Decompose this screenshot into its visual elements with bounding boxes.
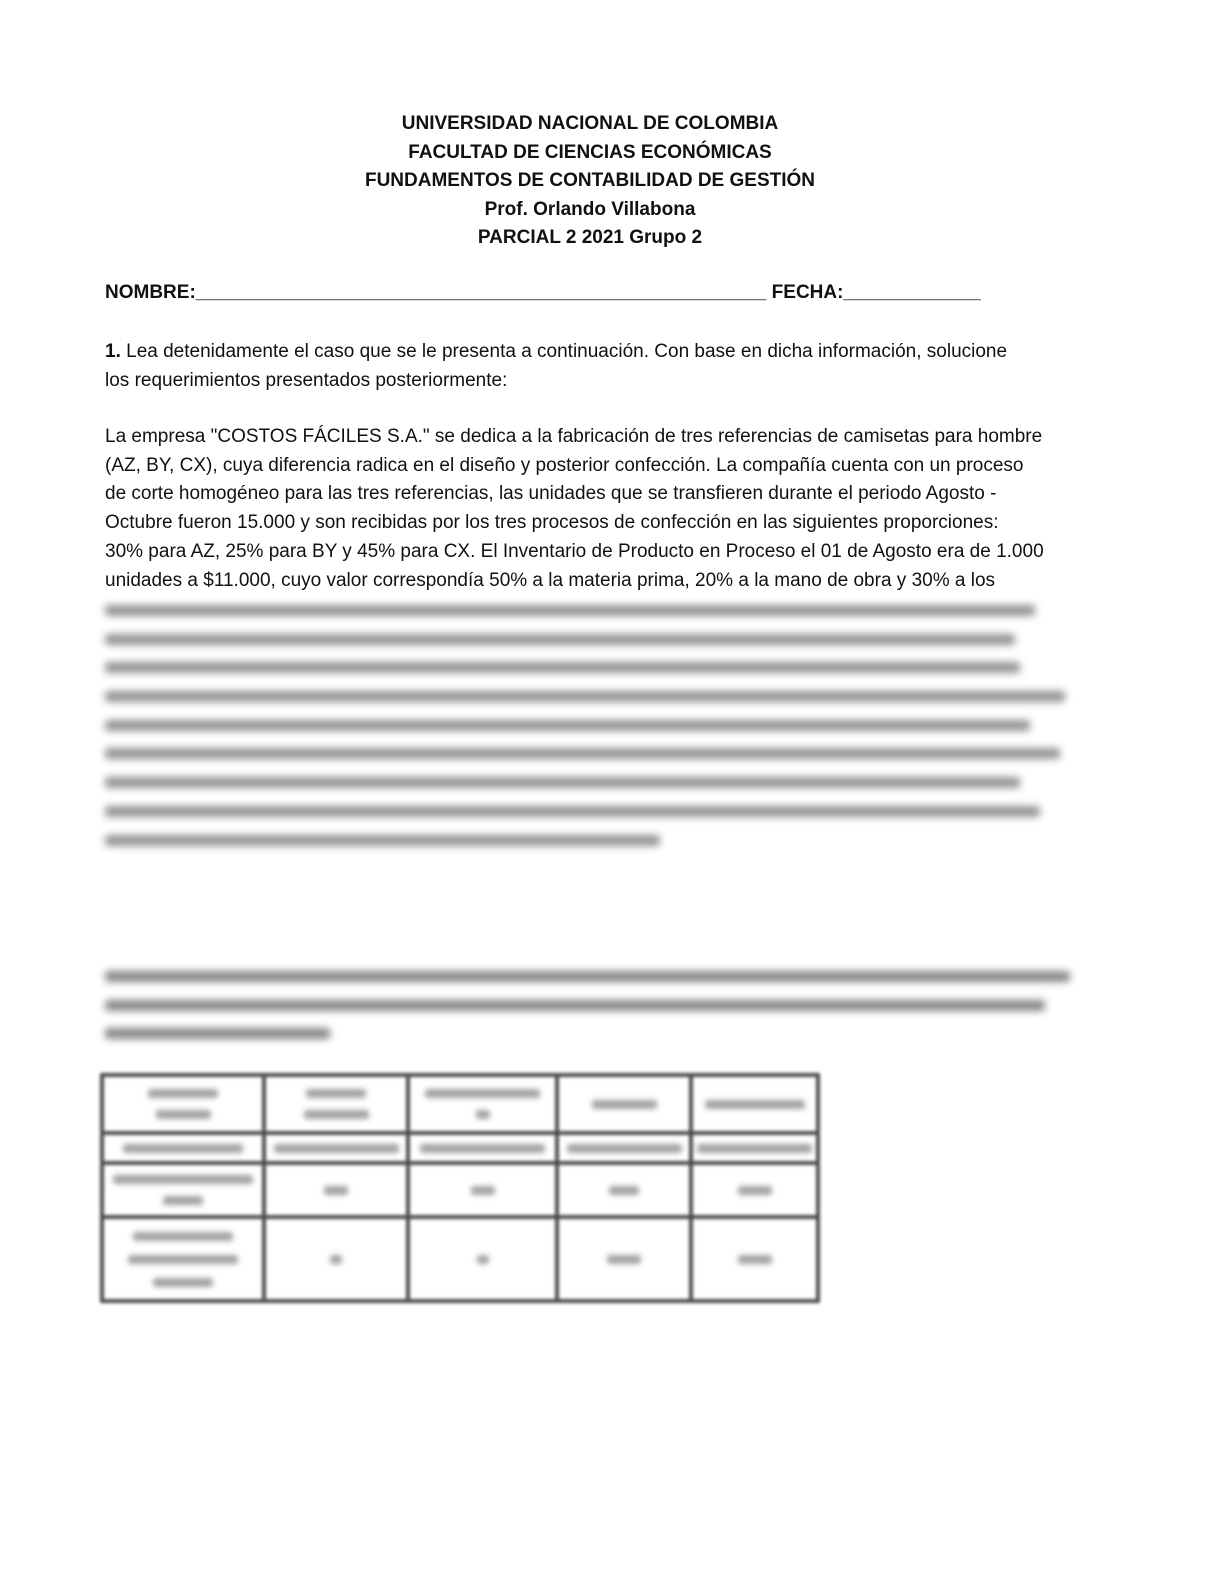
table-row <box>102 1163 818 1217</box>
table-cell <box>264 1217 408 1301</box>
case-line: Octubre fueron 15.000 y son recibidas por los tres procesos de confección en las siguientes proporciones: <box>105 512 999 534</box>
table-cell <box>408 1217 557 1301</box>
case-line: de corte homogéneo para las tres referencias, las unidades que se transfieren durante el periodo Agosto - <box>105 483 997 505</box>
blurred-text-line <box>105 711 1070 740</box>
blurred-cost-table <box>100 1073 820 1303</box>
question-1-intro <box>105 338 1065 395</box>
case-line: unidades a $11.000, cuyo valor correspondía 50% a la materia prima, 20% a la mano de obra y 30% a los <box>105 569 996 591</box>
table-cell <box>408 1163 557 1217</box>
table-cell <box>102 1217 264 1301</box>
case-line: (AZ, BY, CX), cuya diferencia radica en el diseño y posterior confección. La compañía cuenta con un proceso <box>105 454 1024 476</box>
exam-title: PARCIAL 2 2021 Grupo 2 <box>477 227 703 248</box>
table-cell <box>691 1217 818 1301</box>
table-cell <box>408 1075 557 1133</box>
case-description <box>105 423 1065 595</box>
blurred-text-line <box>105 991 1075 1020</box>
table-cell <box>264 1163 408 1217</box>
table-cell <box>102 1163 264 1217</box>
blurred-text-line <box>105 596 1070 625</box>
question-1-intro-line <box>105 338 1065 367</box>
blurred-text-line <box>105 768 1070 797</box>
case-line: 30% para AZ, 25% para BY y 45% para CX. El Inventario de Producto en Proceso el 01 de Agosto era de 1.000 <box>105 540 1044 562</box>
table-cell <box>691 1163 818 1217</box>
table-cell <box>557 1217 691 1301</box>
case-line: La empresa "COSTOS FÁCILES S.A." se dedica a la fabricación de tres referencias de camisetas para hombre <box>105 426 1043 447</box>
name-date-field-line: NOMBRE:______________________________________________________ FECHA:_____________ <box>105 282 981 303</box>
blurred-text-line <box>105 653 1070 682</box>
blurred-text-line <box>105 826 1070 855</box>
blurred-case-continuation <box>105 596 1070 854</box>
table-row <box>102 1075 818 1133</box>
professor-name: Prof. Orlando Villabona <box>484 198 696 220</box>
table-row <box>102 1133 818 1163</box>
table-cell <box>557 1163 691 1217</box>
table-cell <box>557 1075 691 1133</box>
blurred-text-line <box>105 682 1070 711</box>
blurred-text-line <box>105 797 1070 826</box>
question-1-number: 1. <box>105 341 121 362</box>
table-cell <box>557 1133 691 1163</box>
table-cell <box>264 1133 408 1163</box>
question-1-intro-line: los requerimientos presentados posteriormente: <box>105 369 508 391</box>
table-cell <box>691 1075 818 1133</box>
table-cell <box>691 1133 818 1163</box>
blurred-question-2 <box>105 962 1075 1048</box>
document-header <box>0 110 1180 253</box>
blurred-text-line <box>105 962 1075 991</box>
blurred-text-line <box>105 1019 1075 1048</box>
course-title: FUNDAMENTOS DE CONTABILIDAD DE GESTIÓN <box>364 170 816 191</box>
university-title: UNIVERSIDAD NACIONAL DE COLOMBIA <box>401 113 779 134</box>
table-cell <box>102 1133 264 1163</box>
table-cell <box>408 1133 557 1163</box>
table-row <box>102 1217 818 1301</box>
table-cell <box>102 1075 264 1133</box>
blurred-text-line <box>105 625 1070 654</box>
faculty-title: FACULTAD DE CIENCIAS ECONÓMICAS <box>408 141 772 163</box>
table-cell <box>264 1075 408 1133</box>
question-1-intro-text: Lea detenidamente el caso que se le presenta a continuación. Con base en dicha información, solucione <box>120 341 1008 362</box>
blurred-text-line <box>105 739 1070 768</box>
